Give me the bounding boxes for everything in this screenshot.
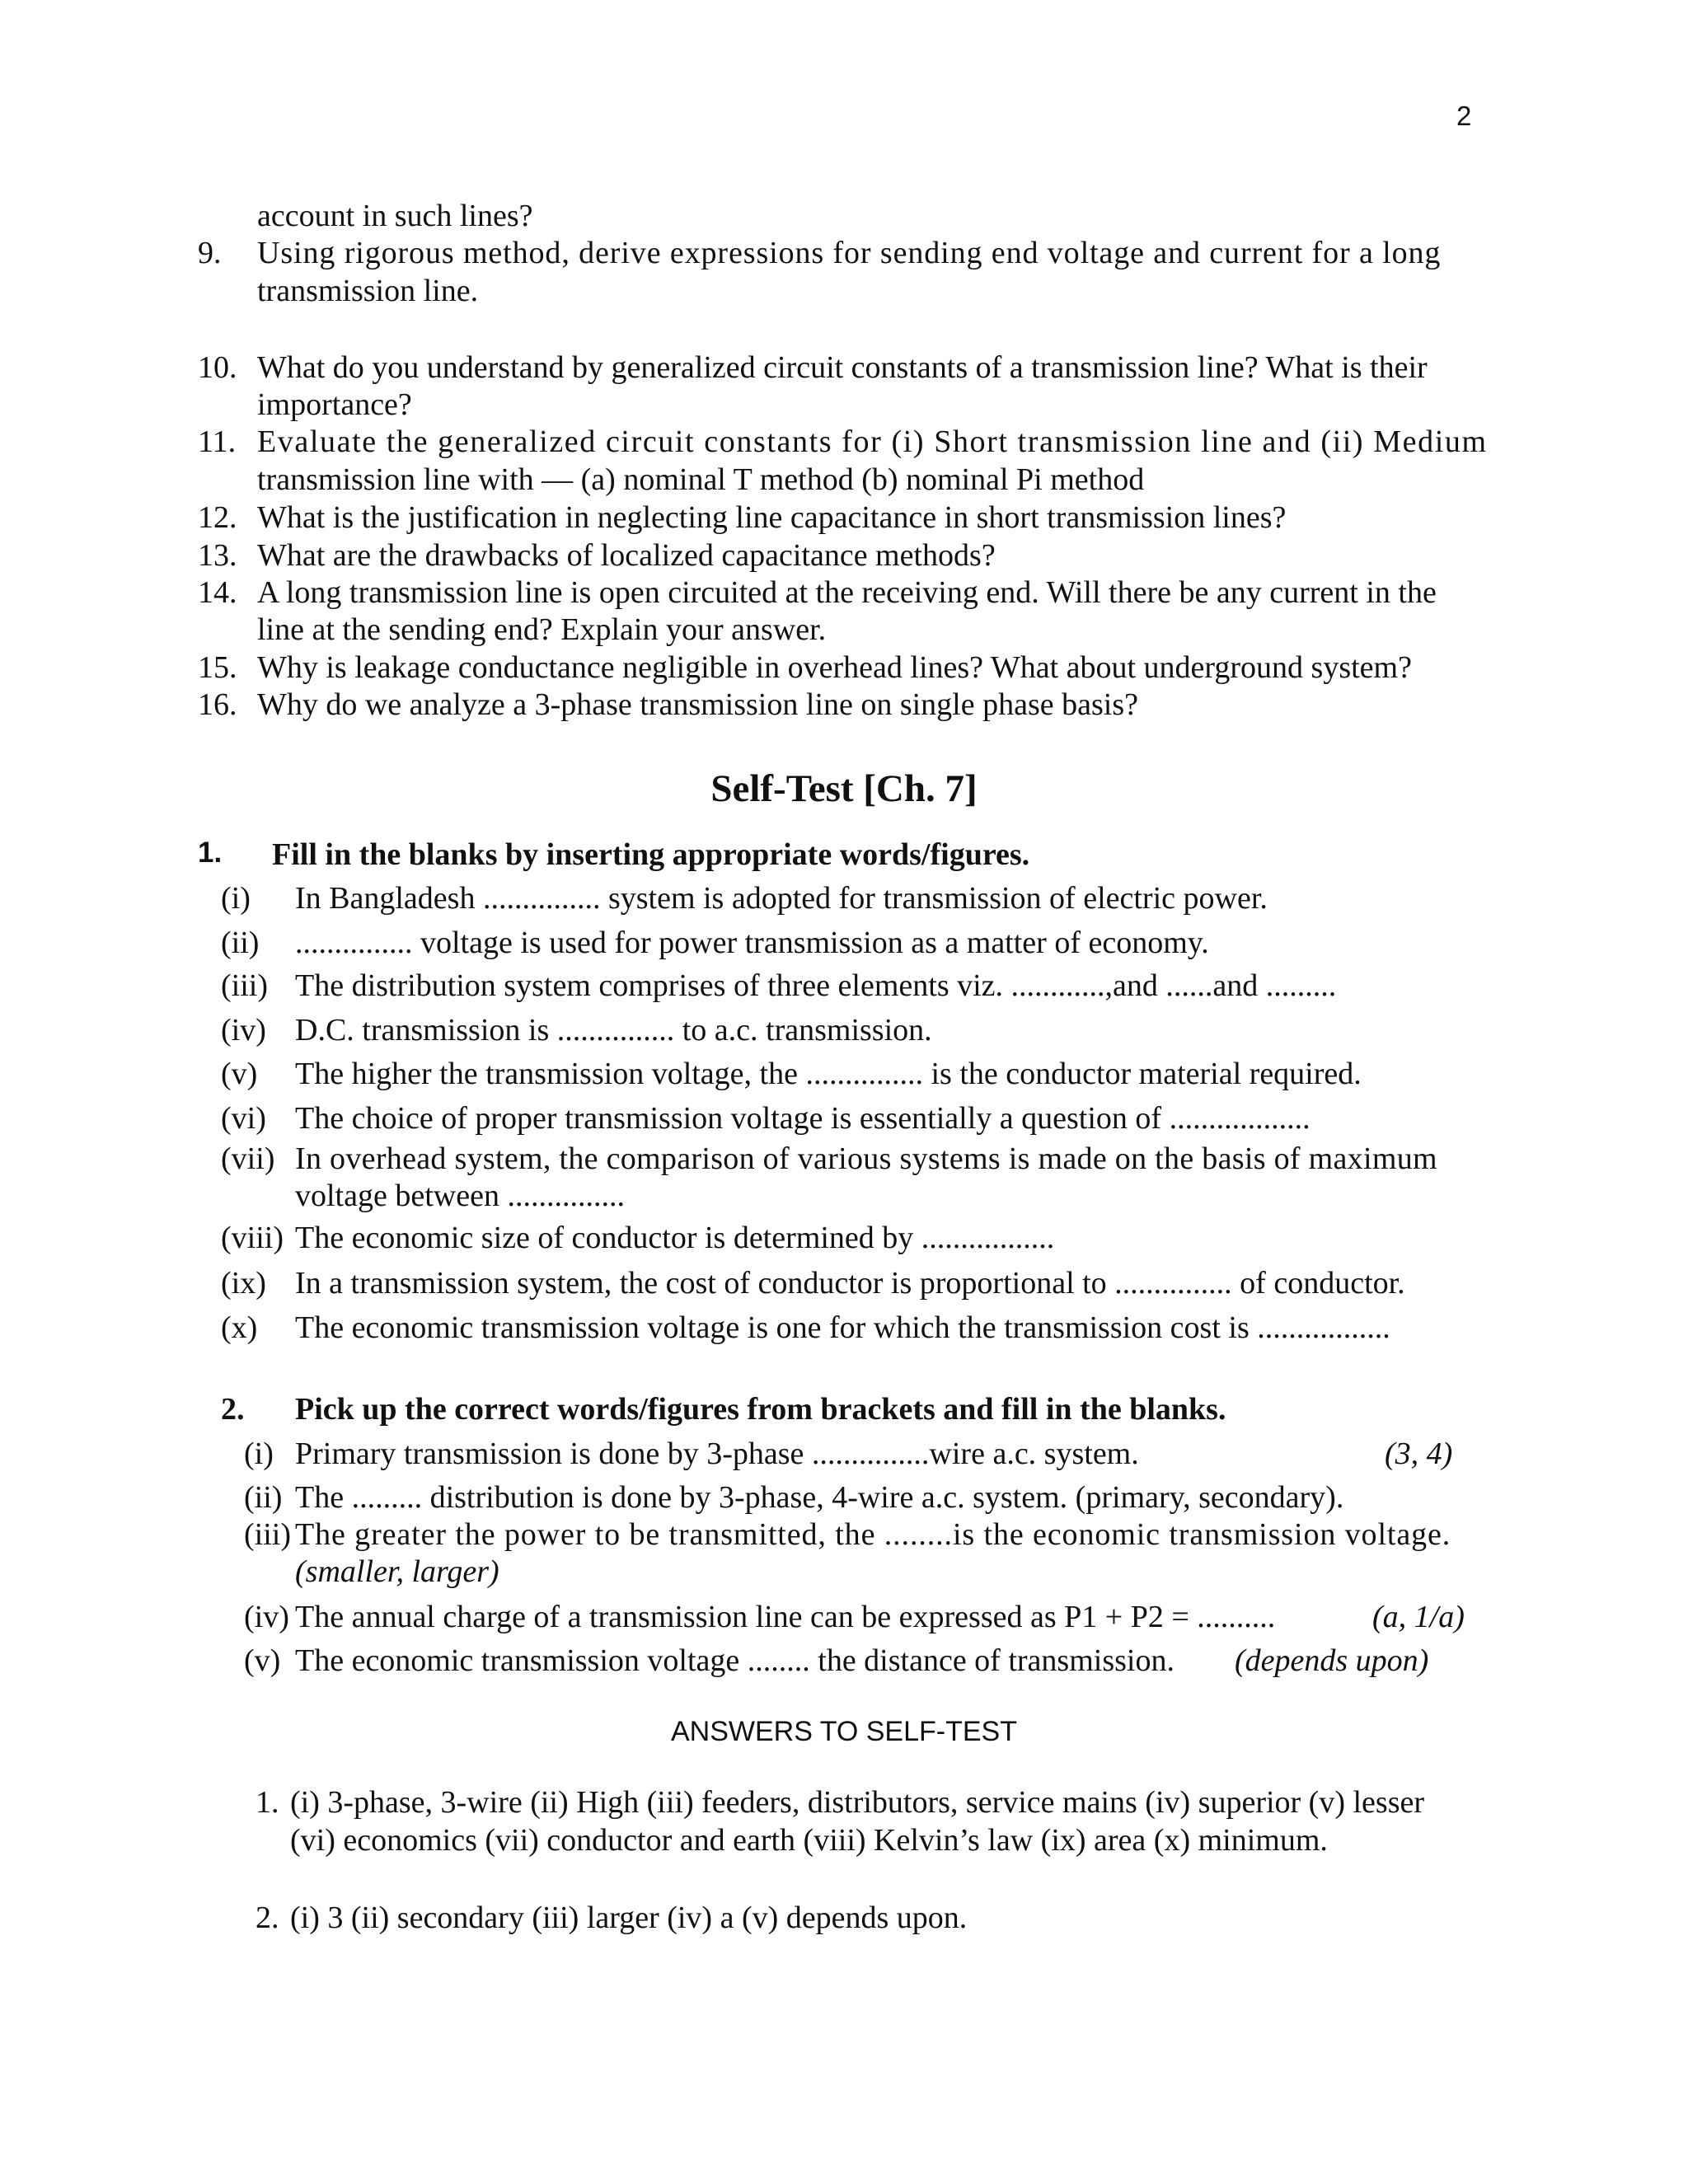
question-line: transmission line.: [257, 274, 479, 308]
question-line: account in such lines?: [257, 199, 533, 233]
question-number: 13.: [198, 538, 237, 573]
item-text: The annual charge of a transmission line can be expressed as P1 + P2 = ..........: [295, 1600, 1276, 1634]
item-roman: (v): [244, 1643, 281, 1678]
item-roman: (iv): [221, 1013, 266, 1047]
question-number: 16.: [198, 687, 237, 722]
item-text: The distribution system comprises of three elements viz. ............,and ......and .........: [295, 968, 1337, 1003]
item-roman: (ii): [221, 926, 260, 960]
question-number: 11.: [198, 424, 237, 459]
item-text: The higher the transmission voltage, the ............... is the conductor material required.: [295, 1057, 1362, 1091]
question-number: 15.: [198, 650, 237, 685]
answer-number: 1.: [256, 1785, 279, 1820]
item-roman: (vii): [221, 1141, 275, 1176]
item-option: (3, 4): [1385, 1436, 1453, 1471]
item-roman: (ix): [221, 1266, 266, 1301]
question-number: 12.: [198, 500, 237, 535]
item-roman: (ii): [244, 1480, 283, 1515]
item-roman: (i): [244, 1436, 274, 1471]
section-number: 1.: [198, 837, 223, 869]
item-roman: (iii): [244, 1517, 291, 1552]
question-number: 14.: [198, 575, 237, 610]
question-line: A long transmission line is open circuited at the receiving end. Will there be any current in the: [257, 575, 1437, 610]
section-number: 2.: [221, 1392, 245, 1427]
item-text: The economic size of conductor is determined by .................: [295, 1221, 1055, 1255]
answers-heading: ANSWERS TO SELF-TEST: [670, 1716, 1018, 1747]
item-option: (a, 1/a): [1372, 1600, 1465, 1634]
item-text: ............... voltage is used for power transmission as a matter of economy.: [295, 926, 1209, 960]
question-number: 10.: [198, 350, 237, 385]
answer-text: (vi) economics (vii) conductor and earth (viii) Kelvin’s law (ix) area (x) minimum.: [290, 1823, 1328, 1858]
item-text: The choice of proper transmission voltage is essentially a question of ..................: [295, 1101, 1311, 1136]
section-heading: Pick up the correct words/figures from brackets and fill in the blanks.: [295, 1392, 1226, 1427]
answer-text: (i) 3-phase, 3-wire (ii) High (iii) feeders, distributors, service mains (iv) superior (v) lesser: [290, 1785, 1425, 1820]
item-roman: (iv): [244, 1600, 289, 1634]
item-roman: (vi): [221, 1101, 266, 1136]
question-line: transmission line with — (a) nominal T method (b) nominal Pi method: [257, 462, 1145, 497]
item-roman: (i): [221, 881, 251, 916]
question-line: Why do we analyze a 3-phase transmission line on single phase basis?: [257, 687, 1138, 722]
item-text: In a transmission system, the cost of conductor is proportional to ............... of conductor.: [295, 1266, 1405, 1301]
question-line: Using rigorous method, derive expressions for sending end voltage and current for a long: [257, 236, 1442, 270]
answer-number: 2.: [256, 1900, 279, 1935]
item-roman: (viii): [221, 1221, 284, 1255]
item-text: In overhead system, the comparison of various systems is made on the basis of maximum: [295, 1141, 1437, 1176]
self-test-title: Self-Test [Ch. 7]: [710, 767, 978, 810]
item-text: The economic transmission voltage ........ the distance of transmission.: [295, 1643, 1175, 1678]
item-text: The economic transmission voltage is one for which the transmission cost is .................: [295, 1310, 1390, 1345]
item-text: The greater the power to be transmitted, the ........is the economic transmission voltage.: [295, 1517, 1451, 1552]
item-text: In Bangladesh ............... system is adopted for transmission of electric power.: [295, 881, 1268, 916]
question-line: What do you understand by generalized circuit constants of a transmission line? What is their: [257, 350, 1428, 385]
item-text: D.C. transmission is ............... to a.c. transmission.: [295, 1013, 932, 1047]
item-text: The ......... distribution is done by 3-phase, 4-wire a.c. system. (primary, secondary).: [295, 1480, 1344, 1515]
question-line: Why is leakage conductance negligible in overhead lines? What about underground system?: [257, 650, 1412, 685]
page-number: 2: [1456, 101, 1472, 131]
question-line: Evaluate the generalized circuit constants for (i) Short transmission line and (ii) Medium: [257, 424, 1488, 459]
question-line: What are the drawbacks of localized capacitance methods?: [257, 538, 996, 573]
item-text: voltage between ...............: [295, 1179, 625, 1213]
section-heading: Fill in the blanks by inserting appropriate words/figures.: [272, 837, 1030, 872]
item-text: Primary transmission is done by 3-phase ...............wire a.c. system.: [295, 1436, 1139, 1471]
question-line: What is the justification in neglecting line capacitance in short transmission lines?: [257, 500, 1287, 535]
item-option: (depends upon): [1235, 1643, 1429, 1678]
answer-text: (i) 3 (ii) secondary (iii) larger (iv) a (v) depends upon.: [290, 1900, 968, 1935]
question-line: line at the sending end? Explain your answer.: [257, 612, 827, 647]
item-roman: (x): [221, 1310, 258, 1345]
item-roman: (v): [221, 1057, 258, 1091]
question-line: importance?: [257, 387, 412, 422]
item-text: (smaller, larger): [295, 1554, 499, 1589]
item-roman: (iii): [221, 968, 268, 1003]
question-number: 9.: [198, 236, 222, 270]
